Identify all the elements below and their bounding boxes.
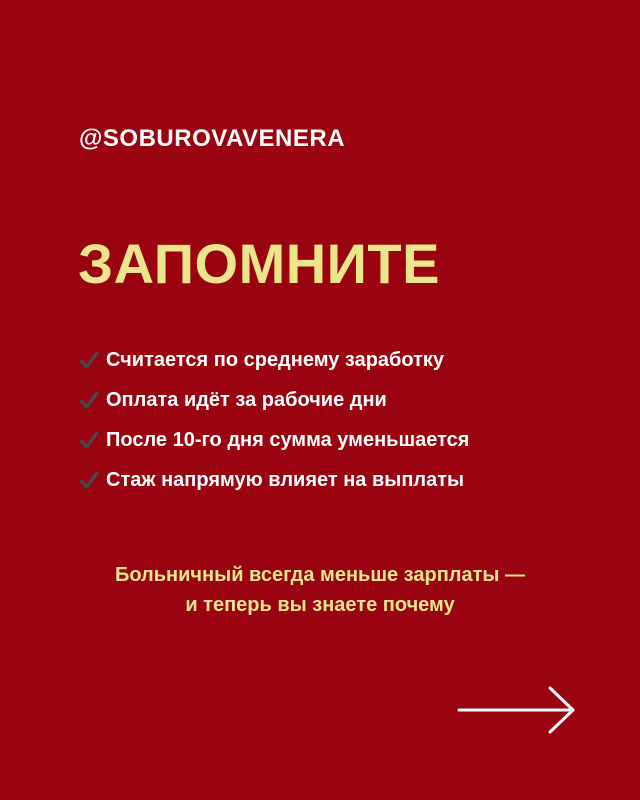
list-item xyxy=(76,380,469,420)
arrow-right-icon[interactable] xyxy=(456,684,578,736)
check-icon xyxy=(76,427,102,453)
list-item xyxy=(76,460,469,500)
page-title: ЗАПОМНИТЕ xyxy=(78,232,440,295)
list-item-text: Стаж напрямую влияет на выплаты xyxy=(106,469,465,491)
check-icon xyxy=(76,467,102,493)
list-item xyxy=(76,420,469,460)
footer-note xyxy=(0,560,640,620)
account-handle: @SOBUROVAVENERA xyxy=(79,125,346,152)
footer-line-1: Больничный всегда меньше зарплаты — xyxy=(114,564,526,586)
list-item-text: После 10-го дня сумма уменьшается xyxy=(106,429,470,451)
list-item-text: Оплата идёт за рабочие дни xyxy=(106,389,387,411)
check-icon xyxy=(76,387,102,413)
footer-line-2: и теперь вы знаете почему xyxy=(185,594,455,616)
list-item-text: Считается по среднему заработку xyxy=(106,349,445,371)
list-item xyxy=(76,340,469,380)
check-icon xyxy=(76,347,102,373)
checklist xyxy=(76,340,469,500)
